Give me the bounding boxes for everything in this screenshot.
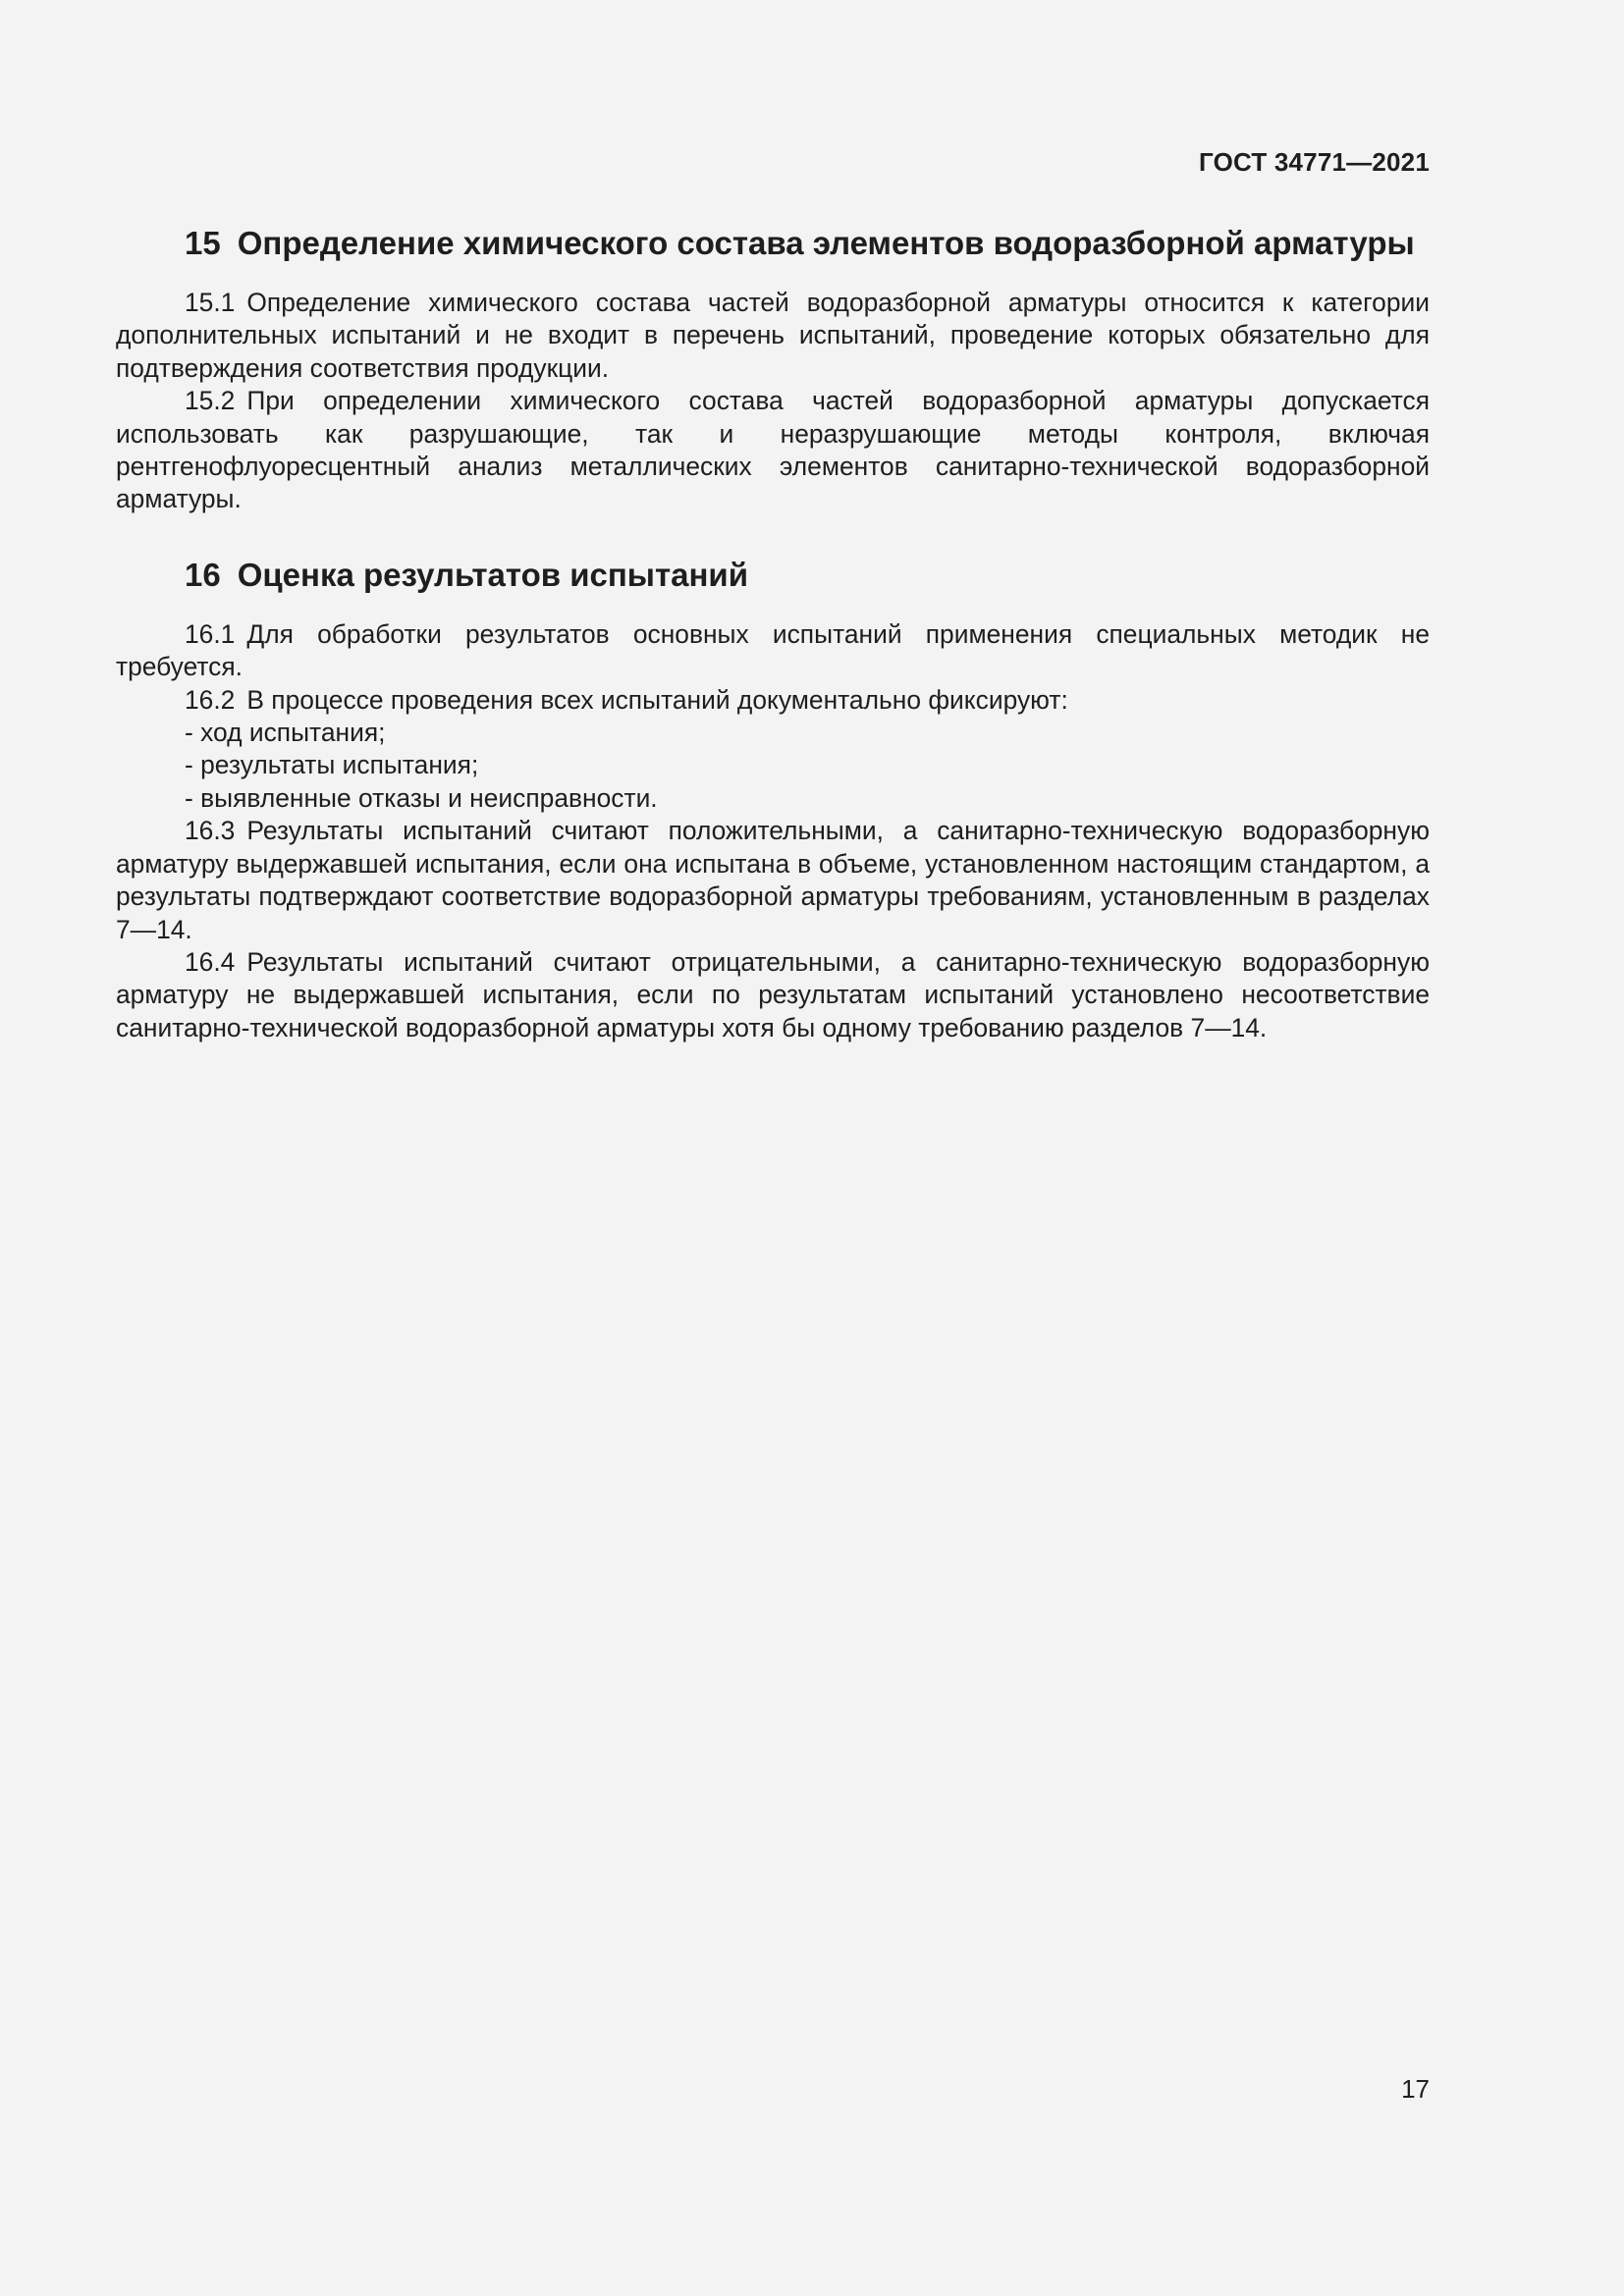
paragraph-text: Определение химического состава частей водоразборной арматуры относится к категории дополнительных испытаний и не входит в перечень испытаний, проведение которых обязательно для подтверждения соответствия продукции. [116, 288, 1430, 383]
list-item: - результаты испытания; [185, 750, 479, 780]
paragraph-number: 16.3 [185, 816, 236, 846]
paragraph-text: В процессе проведения всех испытаний документально фиксируют: [246, 684, 1068, 715]
paragraph-16-2 [116, 684, 1430, 717]
section-title: Определение химического состава элементов водоразборной арматуры [237, 225, 1415, 261]
section-15-heading [116, 222, 1430, 265]
paragraph-text: Результаты испытаний считают отрицательными, а санитарно-техническую водоразборную арматуру не выдержавшей испытания, если по результатам испытаний установлено несоответствие санитарно-технической водоразборной арматуры хотя бы одному требованию разделов 7—14. [116, 946, 1430, 1042]
list-item: - ход испытания; [185, 718, 386, 748]
paragraph-number: 15.2 [185, 386, 236, 416]
paragraph-15-2 [116, 385, 1430, 516]
page-content [116, 222, 1430, 1044]
page-number: 17 [1401, 2074, 1430, 2104]
paragraph-16-1 [116, 618, 1430, 684]
paragraph-number: 16.2 [185, 684, 236, 715]
section-number: 15 [185, 225, 221, 261]
section-number: 16 [185, 556, 221, 593]
paragraph-16-4 [116, 946, 1430, 1044]
paragraph-16-3 [116, 815, 1430, 946]
list-item: - выявленные отказы и неисправности. [185, 782, 658, 813]
paragraph-number: 16.4 [185, 946, 236, 977]
section-title: Оценка результатов испытаний [237, 556, 748, 593]
paragraph-number: 15.1 [185, 288, 236, 317]
section-16-heading [116, 554, 1430, 597]
paragraph-text: Результаты испытаний считают положительными, а санитарно-техническую водоразборную арматуру выдержавшей испытания, если она испытана в объеме, установленном настоящим стандартом, а результаты подтверждают соответствие водоразборной арматуры требованиям, установленным в разделах 7—14. [116, 816, 1430, 944]
paragraph-text: Для обработки результатов основных испытаний применения специальных методик не требуется. [116, 618, 1430, 682]
document-code: ГОСТ 34771—2021 [1199, 147, 1430, 177]
paragraph-15-1 [116, 287, 1430, 385]
paragraph-text: При определении химического состава частей водоразборной арматуры допускается использовать как разрушающие, так и неразрушающие методы контроля, включая рентгенофлуоресцентный анализ металлических элементов санитарно-технической водоразборной арматуры. [116, 386, 1430, 514]
paragraph-number: 16.1 [185, 618, 236, 649]
